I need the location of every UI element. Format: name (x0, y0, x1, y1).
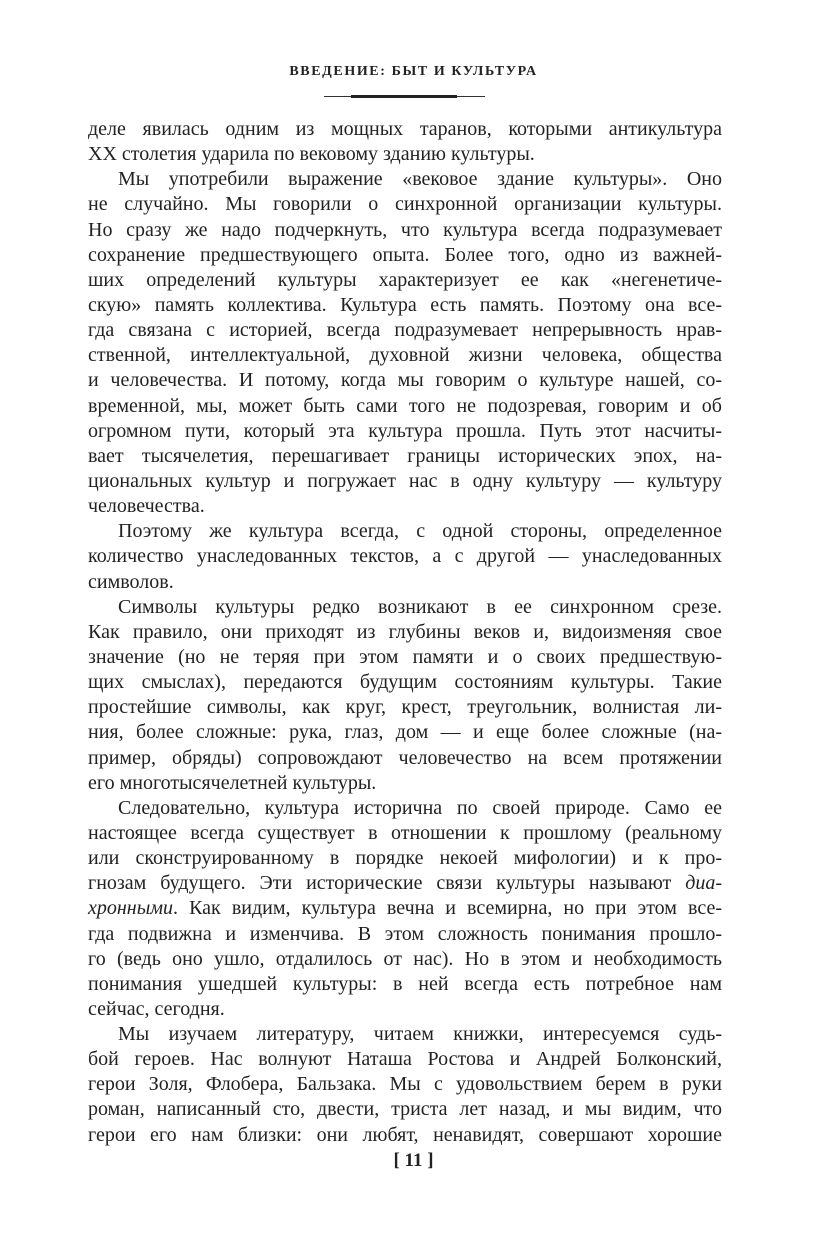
line-text (88, 544, 722, 569)
text-run: деле явилась одним из мощных таранов, которыми антикультура (88, 118, 722, 140)
text-line (88, 142, 722, 167)
text-run: не случайно. Мы говорили о синхронной организации культуры. (88, 193, 722, 216)
line-text (88, 997, 225, 1022)
text-run: значение (но не теряя при этом памяти и о своих предшествую- (88, 645, 722, 668)
line-text (88, 771, 376, 796)
text-line (88, 1072, 722, 1097)
line-text (88, 670, 722, 695)
text-run: ших определений культуры характеризует ее как «негенетиче- (88, 268, 722, 291)
page-number: [ 11 ] (393, 1150, 434, 1171)
text-line (88, 670, 722, 695)
text-run: или сконструированному в порядке некоей мифологии) и к про- (88, 847, 722, 870)
text-run: сейчас, сегодня. (88, 997, 225, 1020)
text-run: его многотысячелетней культуры. (88, 771, 377, 794)
text-line (88, 318, 722, 343)
text-line (88, 645, 722, 670)
line-text (88, 871, 722, 896)
text-line (88, 846, 722, 871)
text-line (88, 1047, 722, 1072)
line-text (88, 419, 722, 444)
line-text (88, 846, 722, 871)
line-text (88, 620, 722, 645)
line-text (88, 469, 722, 494)
text-line (88, 947, 722, 972)
text-line (88, 720, 722, 745)
line-text (118, 167, 722, 192)
line-text (88, 343, 722, 368)
text-line (88, 544, 722, 569)
paragraph-first-line (88, 519, 722, 544)
text-line (88, 444, 722, 469)
text-line (88, 117, 722, 142)
text-run: пример, обряды) сопровождают человечество на всем протяжении (88, 746, 722, 769)
line-text (118, 595, 722, 620)
text-line (88, 570, 722, 595)
line-text (88, 218, 722, 243)
text-line (88, 896, 722, 921)
line-text (88, 947, 722, 972)
text-run: герои его нам близки: они любят, ненавидят, совершают хорошие (88, 1123, 722, 1146)
text-line (88, 494, 722, 519)
text-line (88, 218, 722, 243)
text-line (88, 997, 722, 1022)
running-header: ВВЕДЕНИЕ: БЫТ И КУЛЬТУРА (289, 64, 538, 79)
body-text (88, 117, 722, 1148)
text-line (88, 620, 722, 645)
text-line (88, 695, 722, 720)
line-text (88, 645, 722, 670)
text-line (88, 243, 722, 268)
text-run: простейшие символы, как круг, крест, треугольник, волнистая ли- (88, 696, 722, 719)
line-text (88, 444, 722, 469)
line-text (88, 922, 722, 947)
italic-term: диа- (685, 872, 722, 895)
line-text (88, 494, 205, 519)
line-text (88, 1072, 722, 1097)
text-line (88, 394, 722, 419)
text-line (88, 871, 722, 896)
line-text (88, 972, 722, 997)
text-run: человечества. (88, 495, 205, 518)
line-text (88, 720, 722, 745)
text-run: ственной, интеллектуальной, духовной жизни человека, общества (88, 344, 722, 367)
text-line (88, 293, 722, 318)
line-text (88, 318, 722, 343)
text-run: щих смыслах), передаются будущим состояниям культуры. Такие (88, 671, 722, 694)
line-text (88, 293, 722, 318)
paragraph-first-line (88, 167, 722, 192)
text-run: циональных культур и погружает нас в одну культуру — культуру (88, 469, 722, 492)
text-line (88, 469, 722, 494)
text-run: настоящее всегда существует в отношении к прошлому (реальному (88, 821, 722, 844)
line-text (88, 695, 722, 720)
text-run: бой героев. Нас волнуют Наташа Ростова и Андрей Болконский, (88, 1048, 722, 1071)
line-text (88, 243, 722, 268)
text-run: XX столетия ударила по вековому зданию культуры. (88, 143, 535, 166)
text-line (88, 343, 722, 368)
text-run: и человечества. И потому, когда мы говорим о культуре нашей, со- (88, 369, 722, 392)
italic-term: хронными (88, 897, 174, 920)
line-text (118, 519, 722, 544)
text-line (88, 746, 722, 771)
line-text (88, 896, 722, 921)
text-run: Как правило, они приходят из глубины веков и, видоизменяя свое (88, 620, 722, 643)
text-run: Мы употребили выражение «вековое здание культуры». Оно (118, 168, 722, 191)
text-run: вает тысячелетия, перешагивает границы исторических эпох, на- (88, 444, 722, 467)
text-line (88, 368, 722, 393)
line-text (88, 192, 722, 217)
line-text (88, 268, 722, 293)
line-text (88, 117, 722, 142)
text-line (88, 922, 722, 947)
text-line (88, 268, 722, 293)
text-run: гда связана с историей, всегда подразумевает непрерывность нрав- (88, 319, 722, 342)
text-line (88, 1097, 722, 1122)
text-run: понимания ушедшей культуры: в ней всегда есть потребное нам (88, 972, 722, 995)
paragraph-first-line (88, 796, 722, 821)
text-run: гнозам будущего. Эти исторические связи культуры называют (88, 872, 686, 895)
text-run: герои Золя, Флобера, Бальзака. Мы с удовольствием берем в руки (88, 1073, 722, 1096)
text-line (88, 821, 722, 846)
text-run: Следовательно, культура исторична по своей природе. Само ее (118, 796, 722, 819)
text-run: Но сразу же надо подчеркнуть, что культура всегда подразумевает (88, 218, 722, 241)
text-run: го (ведь оно ушло, отдалилось от нас). Но в этом и необходимость (88, 947, 722, 970)
text-run: . Как видим, культура вечна и всемирна, но при этом все- (173, 897, 722, 920)
text-run: огромном пути, который эта культура прошла. Путь этот насчиты- (88, 419, 722, 442)
line-text (88, 570, 174, 595)
paragraph-first-line (88, 1022, 722, 1047)
line-text (118, 796, 722, 821)
text-line (88, 419, 722, 444)
line-text (88, 368, 722, 393)
line-text (88, 821, 722, 846)
line-text (88, 1097, 722, 1122)
text-line (88, 771, 722, 796)
line-text (88, 1123, 722, 1148)
line-text (88, 142, 535, 167)
text-run: Символы культуры редко возникают в ее синхронном срезе. (118, 595, 722, 618)
line-text (88, 746, 722, 771)
text-line (88, 192, 722, 217)
text-run: Поэтому же культура всегда, с одной стороны, определенное (118, 520, 722, 543)
line-text (88, 1047, 722, 1072)
text-line (88, 972, 722, 997)
text-run: гда подвижна и изменчива. В этом сложность понимания прошло- (88, 922, 722, 945)
line-text (88, 394, 722, 419)
text-run: скую» память коллектива. Культура есть память. Поэтому она все- (88, 293, 722, 316)
text-run: сохранение предшествующего опыта. Более того, одно из важней- (88, 243, 722, 266)
text-run: ния, более сложные: рука, глаз, дом — и еще более сложные (на- (88, 721, 722, 744)
text-run: роман, написанный сто, двести, триста лет назад, и мы видим, что (88, 1098, 722, 1121)
line-text (118, 1022, 722, 1047)
text-run: Мы изучаем литературу, читаем книжки, интересуемся судь- (118, 1023, 722, 1046)
text-line (88, 1123, 722, 1148)
header-rule-accent (351, 95, 457, 98)
text-run: временной, мы, может быть сами того не подозревая, говорим и об (88, 394, 722, 417)
paragraph-first-line (88, 595, 722, 620)
text-run: символов. (88, 570, 174, 593)
text-run: количество унаследованных текстов, а с другой — унаследованных (88, 545, 722, 568)
